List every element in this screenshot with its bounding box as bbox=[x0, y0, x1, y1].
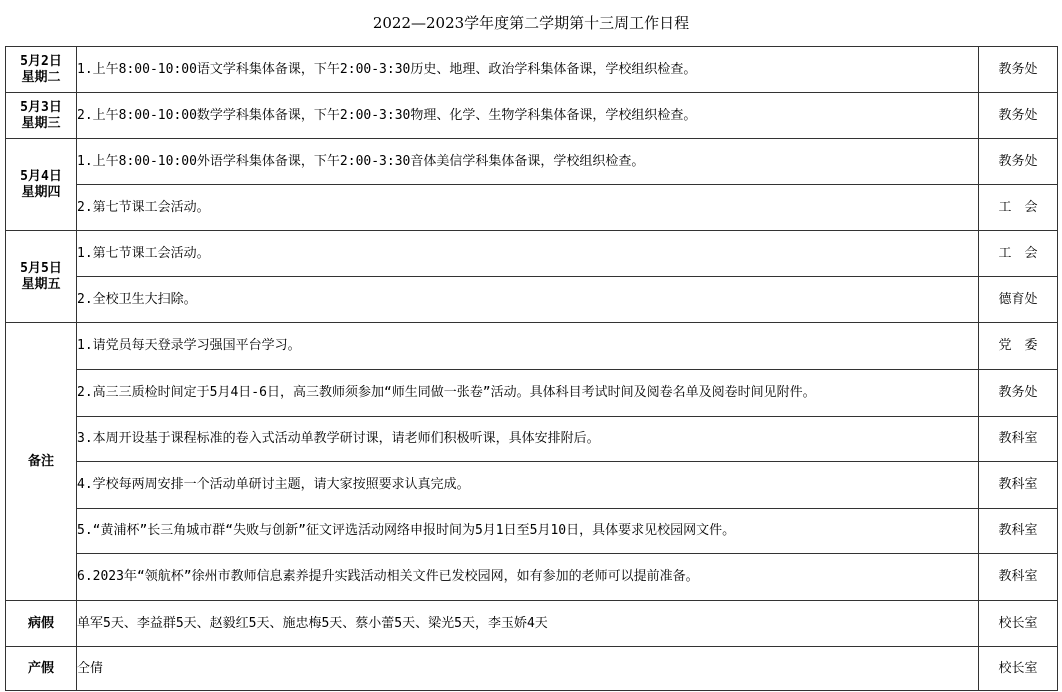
schedule-item: 1.上午8:00-10:00语文学科集体备课，下午2:00-3:30历史、地理、政治学科集体备课，学校组织检查。 bbox=[77, 47, 979, 93]
table-row bbox=[6, 139, 1058, 185]
table-row bbox=[6, 47, 1058, 93]
schedule-table bbox=[5, 46, 1058, 691]
note-item: 3.本周开设基于课程标准的卷入式活动单教学研讨课，请老师们积极听课，具体安排附后。 bbox=[77, 417, 979, 462]
table-row bbox=[6, 554, 1058, 601]
sick-leave-label: 病假 bbox=[6, 601, 77, 647]
sick-leave-list: 单军5天、李益群5天、赵毅红5天、施忠梅5天、蔡小蕾5天、梁光5天，李玉娇4天 bbox=[77, 601, 979, 647]
notes-label-cell: 备注 bbox=[6, 323, 77, 601]
maternity-leave-list: 仝倩 bbox=[77, 647, 979, 691]
department-cell: 教科室 bbox=[979, 554, 1058, 601]
department-cell: 教科室 bbox=[979, 462, 1058, 509]
day-cell-may5 bbox=[6, 231, 77, 323]
day-date: 5月5日 bbox=[20, 260, 62, 276]
day-cell-may3 bbox=[6, 93, 77, 139]
table-row bbox=[6, 417, 1058, 462]
department-cell: 校长室 bbox=[979, 647, 1058, 691]
schedule-item: 2.上午8:00-10:00数学学科集体备课，下午2:00-3:30物理、化学、生物学科集体备课，学校组织检查。 bbox=[77, 93, 979, 139]
department-cell: 校长室 bbox=[979, 601, 1058, 647]
table-row bbox=[6, 647, 1058, 691]
table-row bbox=[6, 93, 1058, 139]
department-cell: 教科室 bbox=[979, 417, 1058, 462]
day-date: 5月2日 bbox=[20, 53, 62, 69]
note-item: 2.高三三质检时间定于5月4日-6日，高三教师须参加“师生同做一张卷”活动。具体科目考试时间及阅卷名单及阅卷时间见附件。 bbox=[77, 370, 979, 417]
table-row bbox=[6, 323, 1058, 370]
schedule-item: 2.全校卫生大扫除。 bbox=[77, 277, 979, 323]
note-item: 5.“黄浦杯”长三角城市群“失败与创新”征文评选活动网络申报时间为5月1日至5月10日，具体要求见校园网文件。 bbox=[77, 509, 979, 554]
table-row bbox=[6, 601, 1058, 647]
department-cell: 工 会 bbox=[979, 185, 1058, 231]
department-cell: 德育处 bbox=[979, 277, 1058, 323]
department-cell: 教务处 bbox=[979, 370, 1058, 417]
table-row bbox=[6, 509, 1058, 554]
note-item: 4.学校每两周安排一个活动单研讨主题，请大家按照要求认真完成。 bbox=[77, 462, 979, 509]
day-weekday: 星期二 bbox=[21, 69, 61, 85]
schedule-item: 2.第七节课工会活动。 bbox=[77, 185, 979, 231]
day-date: 5月3日 bbox=[20, 99, 62, 115]
day-weekday: 星期五 bbox=[21, 276, 61, 292]
day-cell-may2 bbox=[6, 47, 77, 93]
day-cell-may4 bbox=[6, 139, 77, 231]
table-row bbox=[6, 462, 1058, 509]
schedule-item: 1.上午8:00-10:00外语学科集体备课，下午2:00-3:30音体美信学科集体备课，学校组织检查。 bbox=[77, 139, 979, 185]
department-cell: 工 会 bbox=[979, 231, 1058, 277]
note-item: 1.请党员每天登录学习强国平台学习。 bbox=[77, 323, 979, 370]
department-cell: 教务处 bbox=[979, 93, 1058, 139]
day-weekday: 星期三 bbox=[21, 115, 61, 131]
department-cell: 党 委 bbox=[979, 323, 1058, 370]
note-item: 6.2023年“领航杯”徐州市教师信息素养提升实践活动相关文件已发校园网，如有参加的老师可以提前准备。 bbox=[77, 554, 979, 601]
table-row bbox=[6, 185, 1058, 231]
department-cell: 教科室 bbox=[979, 509, 1058, 554]
department-cell: 教务处 bbox=[979, 47, 1058, 93]
page-title: 2022—2023学年度第二学期第十三周工作日程 bbox=[372, 14, 690, 32]
table-row bbox=[6, 277, 1058, 323]
day-date: 5月4日 bbox=[20, 168, 62, 184]
table-row bbox=[6, 231, 1058, 277]
department-cell: 教务处 bbox=[979, 139, 1058, 185]
schedule-item: 1.第七节课工会活动。 bbox=[77, 231, 979, 277]
day-weekday: 星期四 bbox=[21, 184, 61, 200]
table-row bbox=[6, 370, 1058, 417]
maternity-leave-label: 产假 bbox=[6, 647, 77, 691]
